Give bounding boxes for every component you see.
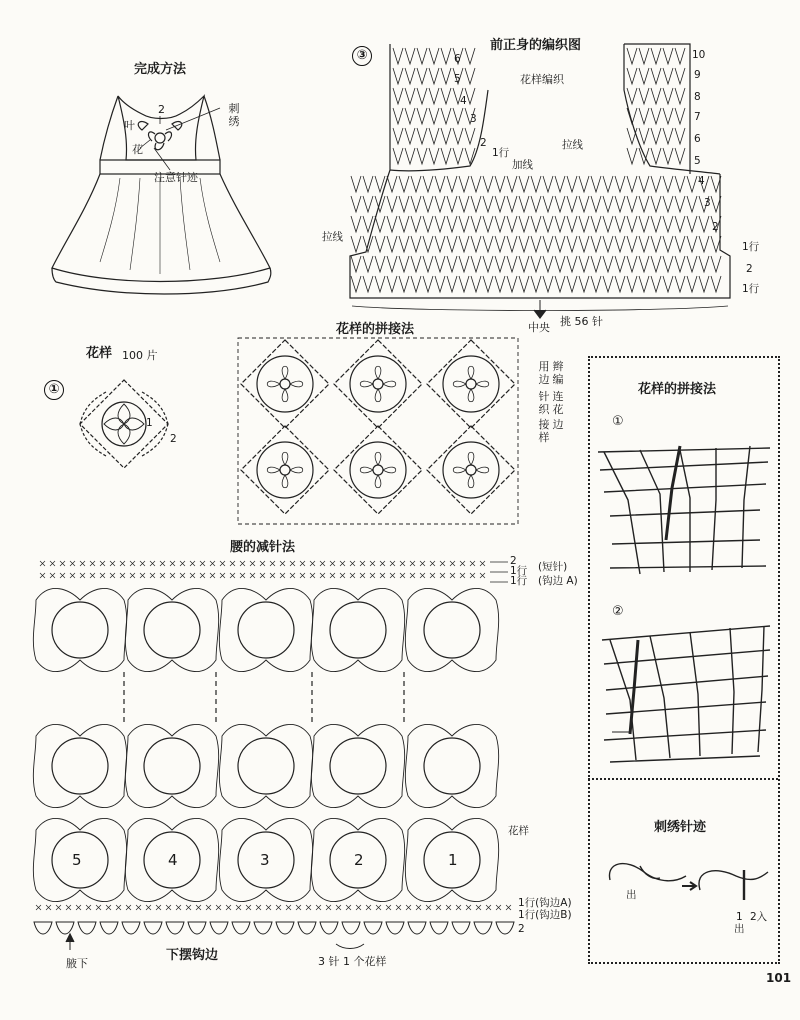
motif-label-one: 1	[146, 417, 153, 429]
motif-number-4: 4	[168, 851, 178, 869]
right-row-3: 3	[704, 197, 711, 209]
motif-label: 花样	[508, 825, 529, 837]
left-row-2: 2	[480, 137, 487, 149]
joining-note-2: 辫编	[552, 360, 564, 386]
waist-row-1a: 1行	[510, 565, 528, 577]
left-row-1: 1行	[492, 147, 510, 159]
left-row-3: 3	[470, 113, 477, 125]
waist-title: 腰的减针法	[230, 540, 296, 555]
waist-row-1b: 1行	[510, 575, 528, 587]
label-flower: 花	[132, 143, 143, 156]
finishing-title: 完成方法	[134, 62, 187, 77]
single-motif	[80, 380, 168, 468]
motif-number-5: 5	[72, 851, 82, 869]
step-1-badge: ①	[44, 380, 64, 400]
right-row-2: 2	[712, 221, 719, 233]
side-row-1b: 1行	[742, 283, 760, 295]
hem-note: 3 针 1 个花样	[318, 955, 387, 968]
waist-row-2: 2	[510, 555, 517, 567]
joining-diagram	[238, 338, 518, 524]
underarm-label: 腋下	[66, 957, 88, 970]
right-row-8: 8	[694, 91, 701, 103]
joining-note-6: 边	[552, 418, 564, 431]
motif-number-1: 1	[448, 851, 458, 869]
motif-count: 100 片	[122, 349, 158, 362]
step-3-badge: ③	[352, 46, 372, 66]
side-row-2: 2	[746, 263, 753, 275]
panel-step-2: ②	[612, 604, 624, 619]
embroidery-title: 刺绣针迹	[654, 820, 707, 835]
right-row-4: 4	[698, 175, 705, 187]
embroidery-in: 2入	[750, 911, 768, 923]
right-row-10: 10	[692, 49, 706, 61]
side-row-1a: 1行	[742, 241, 760, 253]
right-row-7: 7	[694, 111, 701, 123]
motif-title: 花样	[86, 346, 113, 361]
motif-number-3: 3	[260, 851, 270, 869]
label-embroidery: 刺绣	[228, 102, 240, 128]
joining-title: 花样的拼接法	[336, 322, 415, 337]
pull-yarn-left: 拉线	[322, 231, 343, 243]
right-row-5: 5	[694, 155, 701, 167]
embroidery-out-1: 出	[626, 889, 637, 901]
label-note-stitch: 注意针迹	[154, 171, 198, 184]
label-leaf: 叶	[124, 119, 135, 132]
embroidery-one: 1	[736, 911, 743, 923]
hem-title: 下摆钩边	[166, 948, 219, 963]
joining-note-5: 接样	[538, 418, 550, 444]
add-yarn-label: 加线	[512, 159, 533, 171]
joining-note-1: 用边	[538, 360, 550, 386]
left-row-6: 6	[454, 53, 461, 65]
joining-note-4: 连花	[552, 390, 564, 416]
front-body-title: 前正身的编织图	[490, 38, 582, 53]
joining-note-3: 针织	[538, 390, 550, 416]
center-label: 中央	[528, 321, 550, 334]
right-row-9: 9	[694, 69, 701, 81]
technique-panel	[588, 356, 780, 964]
embroidery-out-2: 出	[734, 923, 745, 935]
waist-decrease-chart	[33, 561, 514, 950]
pattern-label: 花样编织	[520, 73, 564, 86]
left-row-5: 5	[454, 73, 461, 85]
bottom-row-edge-b: 1行(钩边B)	[518, 909, 572, 921]
motif-label-two: 2	[170, 433, 177, 445]
page-number: 101	[766, 971, 792, 985]
left-row-4: 4	[460, 95, 467, 107]
right-row-6: 6	[694, 133, 701, 145]
pull-yarn-right: 拉线	[562, 139, 583, 151]
bottom-row-2: 2	[518, 923, 525, 935]
label-two: 2	[158, 103, 165, 116]
waist-note-edge-a: (钩边 A)	[538, 575, 578, 587]
pick-stitches-label: 挑 56 针	[560, 315, 603, 328]
panel-step-1: ①	[612, 414, 624, 429]
motif-number-2: 2	[354, 851, 364, 869]
panel-title: 花样的拼接法	[638, 382, 717, 397]
waist-note-short: (短针)	[538, 561, 568, 573]
panel-divider	[588, 778, 778, 780]
bottom-row-edge-a: 1行(钩边A)	[518, 897, 572, 909]
